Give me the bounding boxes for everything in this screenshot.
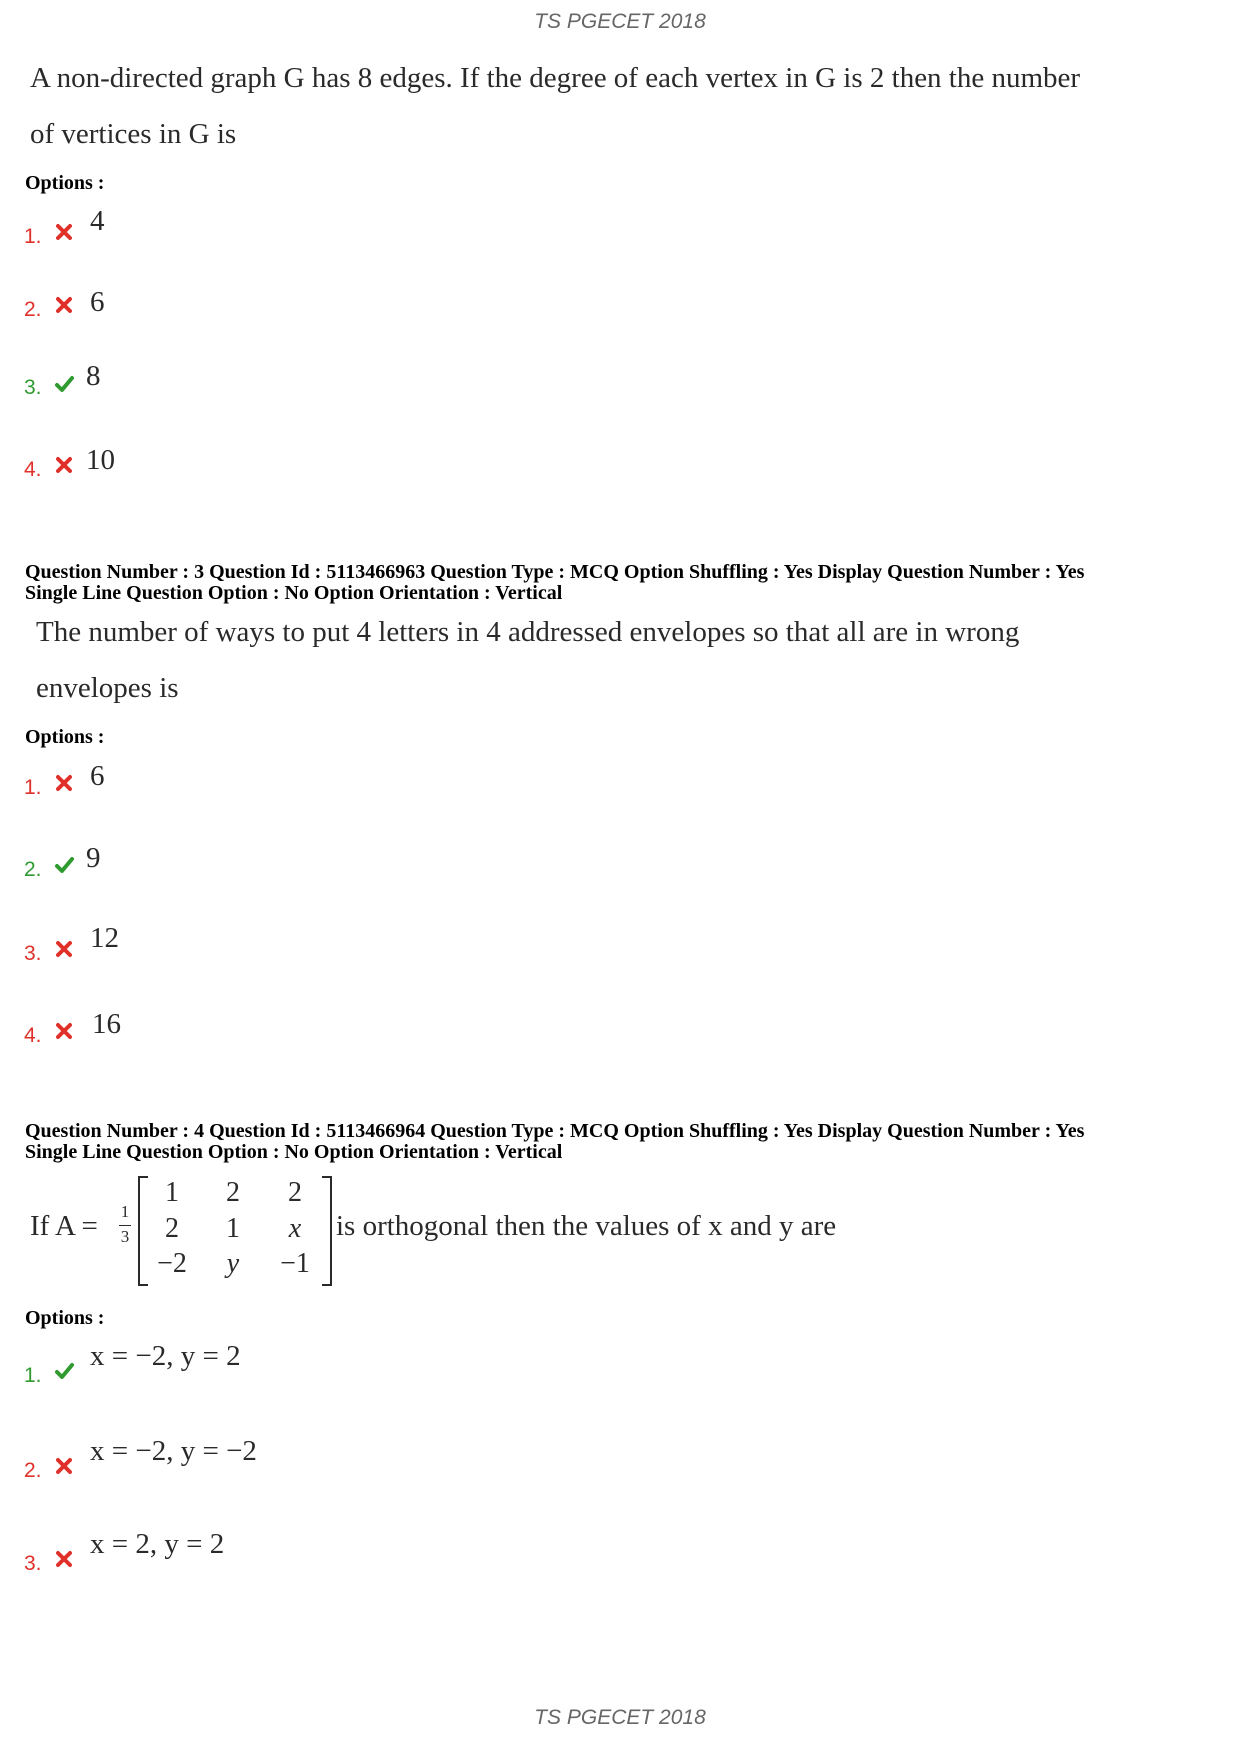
question-4-meta-line1: Question Number : 4 Question Id : 5113466964 Question Type : MCQ Option Shuffling : Yes Display Question Number : Yes	[25, 1120, 1085, 1142]
fraction-denominator: 3	[120, 1227, 130, 1246]
option-value: 12	[90, 922, 119, 954]
matrix-cell: x	[288, 1213, 302, 1244]
matrix-cell: −2	[157, 1248, 187, 1279]
matrix-cell: 2	[288, 1177, 302, 1208]
option-number: 4.	[24, 1024, 42, 1047]
option-number: 1.	[24, 1364, 42, 1387]
matrix-prefix: If A =	[30, 1210, 98, 1242]
cross-icon	[54, 773, 74, 793]
matrix-cell: 2	[226, 1177, 240, 1208]
matrix-cell: −1	[280, 1248, 310, 1279]
option-value: 10	[86, 444, 115, 476]
option-number: 1.	[24, 776, 42, 799]
option-number: 1.	[24, 225, 42, 248]
option-value: x = −2, y = 2	[90, 1340, 241, 1372]
checkmark-icon	[54, 374, 74, 394]
option-number: 2.	[24, 1459, 42, 1482]
option-value: 8	[86, 360, 101, 392]
cross-icon	[54, 939, 74, 959]
option-value: x = −2, y = −2	[90, 1435, 257, 1467]
fraction-bar	[119, 1225, 131, 1226]
option-number: 3.	[24, 942, 42, 965]
option-value: x = 2, y = 2	[90, 1528, 225, 1560]
options-label: Options :	[25, 1307, 105, 1329]
cross-icon	[54, 1021, 74, 1041]
right-bracket	[320, 1175, 334, 1287]
options-label: Options :	[25, 726, 105, 748]
matrix-suffix: is orthogonal then the values of x and y are	[336, 1210, 837, 1242]
matrix-cell: 2	[165, 1213, 179, 1244]
cross-icon	[54, 455, 74, 475]
question-3-meta-line2: Single Line Question Option : No Option Orientation : Vertical	[25, 582, 563, 604]
option-number: 2.	[24, 858, 42, 881]
option-value: 4	[90, 205, 105, 237]
page-footer: TS PGECET 2018	[534, 1706, 706, 1729]
question-3-text-line1: The number of ways to put 4 letters in 4 addressed envelopes so that all are in wrong	[36, 616, 1020, 648]
question-2-text-line2: of vertices in G is	[30, 118, 237, 150]
option-value: 6	[90, 286, 105, 318]
page-header: TS PGECET 2018	[534, 10, 706, 33]
question-4-meta-line2: Single Line Question Option : No Option Orientation : Vertical	[25, 1141, 563, 1163]
question-3-meta-line1: Question Number : 3 Question Id : 5113466963 Question Type : MCQ Option Shuffling : Yes Display Question Number : Yes	[25, 561, 1085, 583]
matrix-cell: 1	[226, 1213, 240, 1244]
option-number: 3.	[24, 376, 42, 399]
question-2-text-line1: A non-directed graph G has 8 edges. If the degree of each vertex in G is 2 then the number	[30, 62, 1081, 94]
option-value: 16	[92, 1008, 121, 1040]
cross-icon	[54, 222, 74, 242]
question-3-text-line2: envelopes is	[36, 672, 179, 704]
cross-icon	[54, 295, 74, 315]
options-label: Options :	[25, 172, 105, 194]
option-value: 6	[90, 760, 105, 792]
fraction-numerator: 1	[120, 1202, 130, 1221]
option-number: 2.	[24, 298, 42, 321]
checkmark-icon	[54, 1361, 74, 1381]
option-number: 3.	[24, 1552, 42, 1575]
cross-icon	[54, 1456, 74, 1476]
matrix-cell: y	[226, 1248, 240, 1279]
checkmark-icon	[54, 855, 74, 875]
cross-icon	[54, 1549, 74, 1569]
option-number: 4.	[24, 458, 42, 481]
matrix-cell: 1	[165, 1177, 179, 1208]
option-value: 9	[86, 842, 101, 874]
